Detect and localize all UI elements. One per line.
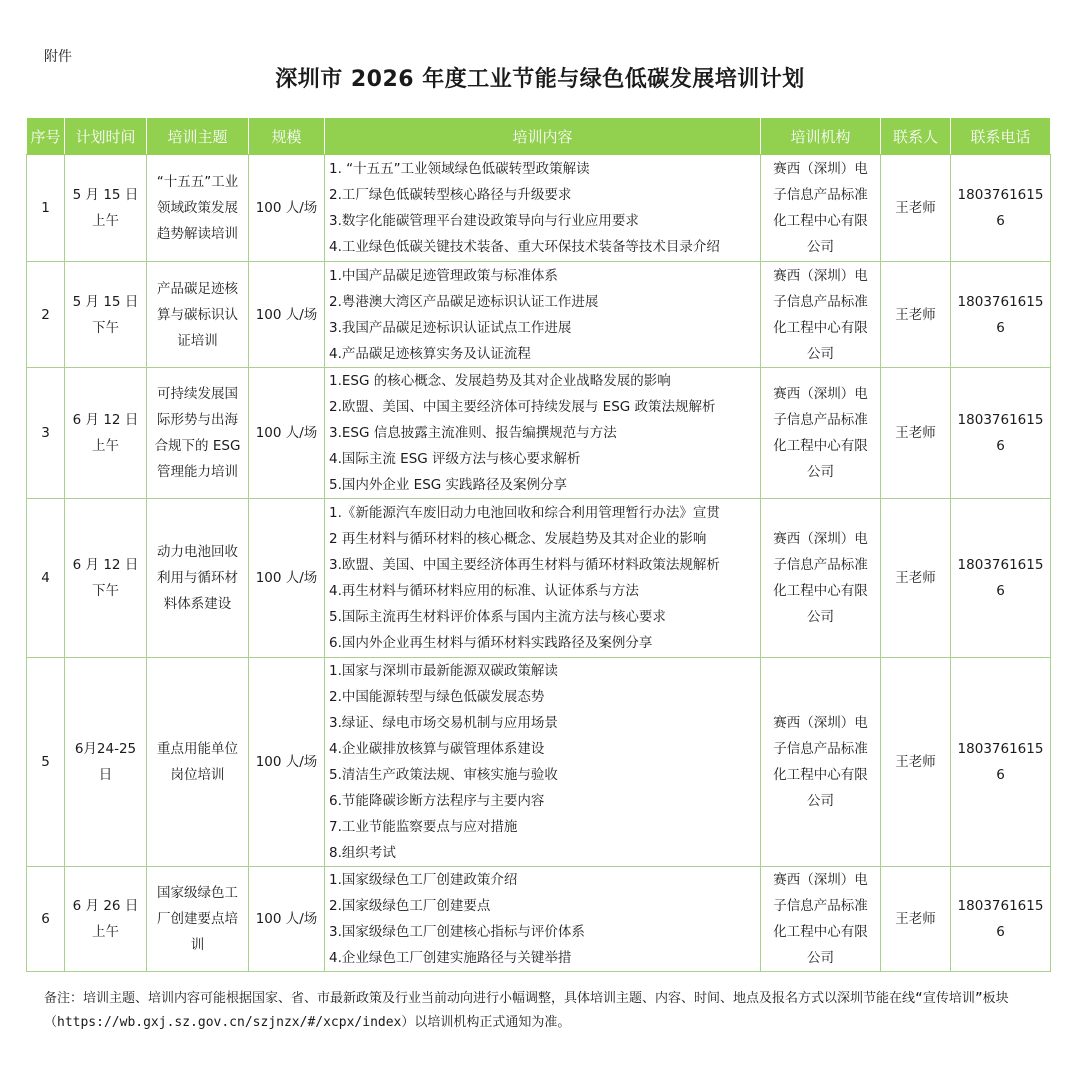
table-row — [27, 658, 1051, 867]
row-seq: 6 — [27, 867, 65, 972]
table-row — [27, 262, 1051, 368]
content-item: 3.国家级绿色工厂创建核心指标与评价体系 — [329, 924, 585, 940]
content-item: 6.节能降碳诊断方法程序与主要内容 — [329, 793, 545, 809]
row-time: 5 月 15 日下午 — [65, 262, 147, 368]
row-topic: 可持续发展国际形势与出海合规下的 ESG 管理能力培训 — [147, 368, 249, 499]
content-item: 4.企业碳排放核算与碳管理体系建设 — [329, 741, 545, 757]
row-contact: 王老师 — [881, 658, 951, 867]
header-org: 培训机构 — [761, 118, 881, 155]
row-scale: 100 人/场 — [249, 499, 325, 658]
row-org: 赛西（深圳）电子信息产品标准化工程中心有限公司 — [761, 155, 881, 262]
row-scale: 100 人/场 — [249, 155, 325, 262]
content-item: 5.清洁生产政策法规、审核实施与验收 — [329, 767, 558, 783]
row-content — [325, 368, 761, 499]
content-item: 1.ESG 的核心概念、发展趋势及其对企业战略发展的影响 — [329, 373, 671, 389]
row-time: 6月24-25日 — [65, 658, 147, 867]
content-item: 4.工业绿色低碳关键技术装备、重大环保技术装备等技术目录介绍 — [329, 239, 720, 255]
row-content — [325, 499, 761, 658]
content-item: 3.ESG 信息披露主流准则、报告编撰规范与方法 — [329, 425, 617, 441]
row-contact: 王老师 — [881, 867, 951, 972]
content-item: 4.国际主流 ESG 评级方法与核心要求解析 — [329, 451, 581, 467]
row-org: 赛西（深圳）电子信息产品标准化工程中心有限公司 — [761, 867, 881, 972]
row-content — [325, 155, 761, 262]
content-item: 7.工业节能监察要点与应对措施 — [329, 819, 518, 835]
row-scale: 100 人/场 — [249, 368, 325, 499]
content-item: 2 再生材料与循环材料的核心概念、发展趋势及其对企业的影响 — [329, 531, 707, 547]
content-item: 5.国内外企业 ESG 实践路径及案例分享 — [329, 477, 568, 493]
row-contact: 王老师 — [881, 368, 951, 499]
row-org: 赛西（深圳）电子信息产品标准化工程中心有限公司 — [761, 368, 881, 499]
table-row — [27, 368, 1051, 499]
content-item: 2.工厂绿色低碳转型核心路径与升级要求 — [329, 187, 572, 203]
row-topic: 重点用能单位岗位培训 — [147, 658, 249, 867]
row-content — [325, 658, 761, 867]
header-scale: 规模 — [249, 118, 325, 155]
row-seq: 2 — [27, 262, 65, 368]
content-item: 2.国家级绿色工厂创建要点 — [329, 898, 491, 914]
row-org: 赛西（深圳）电子信息产品标准化工程中心有限公司 — [761, 262, 881, 368]
table-header-row — [27, 118, 1051, 155]
content-item: 3.欧盟、美国、中国主要经济体再生材料与循环材料政策法规解析 — [329, 557, 720, 573]
header-seq: 序号 — [27, 118, 65, 155]
row-scale: 100 人/场 — [249, 658, 325, 867]
attachment-label: 附件 — [44, 49, 72, 65]
header-time: 计划时间 — [65, 118, 147, 155]
row-contact: 王老师 — [881, 499, 951, 658]
row-topic: 国家级绿色工厂创建要点培训 — [147, 867, 249, 972]
row-contact: 王老师 — [881, 155, 951, 262]
row-time: 6 月 26 日上午 — [65, 867, 147, 972]
header-content: 培训内容 — [325, 118, 761, 155]
content-item: 1. “十五五”工业领域绿色低碳转型政策解读 — [329, 161, 590, 177]
row-time: 6 月 12 日下午 — [65, 499, 147, 658]
row-phone: 18037616156 — [951, 658, 1051, 867]
header-phone: 联系电话 — [951, 118, 1051, 155]
content-item: 6.国内外企业再生材料与循环材料实践路径及案例分享 — [329, 635, 653, 651]
footnote: 备注：培训主题、培训内容可能根据国家、省、市最新政策及行业当前动向进行小幅调整，具体培训主题、内容、时间、地点及报名方式以深圳节能在线“宣传培训”板块（https://wb.gxj.sz.gov.cn/szjnzx/#/xcpx/index）以培训机构正式通知为准。 — [44, 991, 1009, 1030]
row-topic: 产品碳足迹核算与碳标识认证培训 — [147, 262, 249, 368]
content-item: 1.国家与深圳市最新能源双碳政策解读 — [329, 663, 558, 679]
content-item: 1.《新能源汽车废旧动力电池回收和综合利用管理暂行办法》宣贯 — [329, 505, 720, 521]
header-contact: 联系人 — [881, 118, 951, 155]
row-content — [325, 262, 761, 368]
table-row — [27, 499, 1051, 658]
row-time: 6 月 12 日上午 — [65, 368, 147, 499]
content-item: 2.欧盟、美国、中国主要经济体可持续发展与 ESG 政策法规解析 — [329, 399, 716, 415]
content-item: 2.粤港澳大湾区产品碳足迹标识认证工作进展 — [329, 293, 599, 310]
row-contact: 王老师 — [881, 262, 951, 368]
row-org: 赛西（深圳）电子信息产品标准化工程中心有限公司 — [761, 499, 881, 658]
row-seq: 5 — [27, 658, 65, 867]
content-item: 1.中国产品碳足迹管理政策与标准体系 — [329, 267, 558, 284]
content-item: 4.再生材料与循环材料应用的标准、认证体系与方法 — [329, 583, 639, 599]
row-phone: 18037616156 — [951, 262, 1051, 368]
training-plan-table — [26, 117, 1051, 972]
row-time: 5 月 15 日上午 — [65, 155, 147, 262]
row-phone: 18037616156 — [951, 368, 1051, 499]
content-item: 1.国家级绿色工厂创建政策介绍 — [329, 872, 518, 888]
content-item: 4.产品碳足迹核算实务及认证流程 — [329, 345, 531, 362]
row-scale: 100 人/场 — [249, 262, 325, 368]
header-topic: 培训主题 — [147, 118, 249, 155]
table-row — [27, 155, 1051, 262]
row-topic: “十五五”工业领域政策发展趋势解读培训 — [147, 155, 249, 262]
content-item: 2.中国能源转型与绿色低碳发展态势 — [329, 689, 545, 705]
content-item: 3.绿证、绿电市场交易机制与应用场景 — [329, 715, 558, 731]
content-item: 3.数字化能碳管理平台建设政策导向与行业应用要求 — [329, 213, 639, 229]
row-content — [325, 867, 761, 972]
content-item: 8.组织考试 — [329, 845, 396, 861]
page-title: 深圳市 2026 年度工业节能与绿色低碳发展培训计划 — [275, 67, 805, 92]
row-seq: 4 — [27, 499, 65, 658]
content-item: 5.国际主流再生材料评价体系与国内主流方法与核心要求 — [329, 609, 666, 625]
row-phone: 18037616156 — [951, 155, 1051, 262]
content-item: 3.我国产品碳足迹标识认证试点工作进展 — [329, 319, 572, 336]
row-org: 赛西（深圳）电子信息产品标准化工程中心有限公司 — [761, 658, 881, 867]
row-topic: 动力电池回收利用与循环材料体系建设 — [147, 499, 249, 658]
row-phone: 18037616156 — [951, 867, 1051, 972]
row-seq: 1 — [27, 155, 65, 262]
row-scale: 100 人/场 — [249, 867, 325, 972]
content-item: 4.企业绿色工厂创建实施路径与关键举措 — [329, 950, 572, 966]
table-row — [27, 867, 1051, 972]
row-phone: 18037616156 — [951, 499, 1051, 658]
row-seq: 3 — [27, 368, 65, 499]
